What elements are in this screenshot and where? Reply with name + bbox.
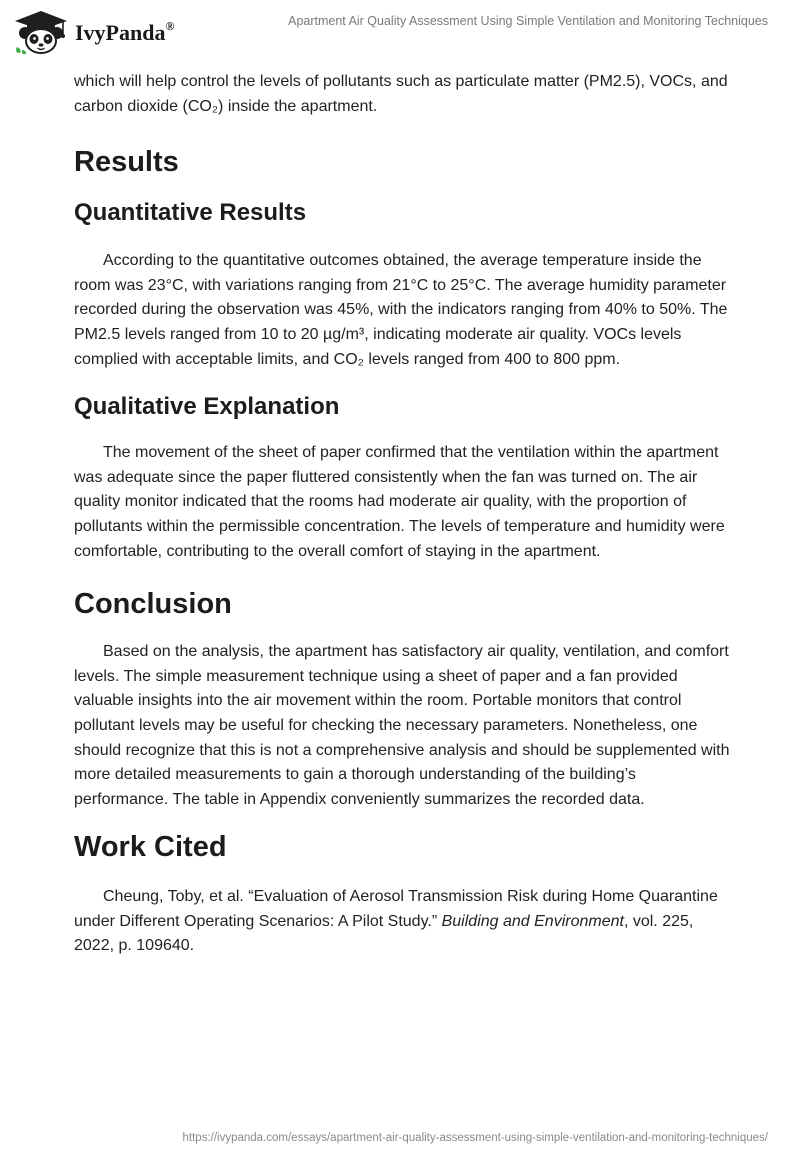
work-cited-heading: Work Cited (74, 831, 227, 864)
citation-authors-title: Cheung, Toby, et al. “Evaluation of Aerosol Transmission Risk during Home Quarantine under Different Operating Scenarios: A Pilot Study.” (74, 888, 718, 930)
conclusion-heading: Conclusion (74, 588, 232, 621)
conclusion-paragraph: Based on the analysis, the apartment has satisfactory air quality, ventilation, and comfort levels. The simple measurement technique using a sheet of paper and a fan provided valuable insights into the air movement within the room. Portable monitors that control pollutant levels may be useful for checking the necessary parameters. Nonetheless, one should recognize that this is not a comprehensive analysis and should be supplemented with more detailed measurements to gain a thorough understanding of the building’s performance. The table in Appendix conveniently summarizes the recorded data. (74, 643, 730, 808)
qualitative-explanation-paragraph: The movement of the sheet of paper confirmed that the ventilation within the apartment was adequate since the paper fluttered consistently when the fan was turned on. The air quality monitor indicated that the rooms had moderate air quality, with the proportion of pollutants within the permissible concentration. The levels of temperature and humidity were comfortable, contributing to the overall comfort of staying in the apartment. (74, 444, 725, 560)
running-title: Apartment Air Quality Assessment Using Simple Ventilation and Monitoring Techniques (288, 14, 768, 28)
results-heading: Results (74, 146, 179, 179)
logo-name: IvyPanda (75, 20, 166, 45)
citation-entry (74, 885, 730, 959)
panda-graduate-logo-icon (13, 9, 69, 55)
qualitative-explanation-heading: Qualitative Explanation (74, 393, 340, 421)
source-url[interactable]: https://ivypanda.com/essays/apartment-air-quality-assessment-using-simple-ventilation-and-monitoring-techniques/ (182, 1132, 768, 1144)
citation-journal: Building and Environment (441, 912, 624, 930)
site-logo[interactable] (13, 9, 174, 55)
intro-continuation: which will help control the levels of pollutants such as particulate matter (PM2.5), VOCs, and carbon dioxide (CO₂) inside the apartment. (74, 73, 728, 115)
document-body (74, 70, 730, 959)
registered-mark: ® (165, 18, 175, 33)
citation-details: , vol. 225, 2022, p. 109640. (74, 912, 694, 955)
quantitative-results-heading: Quantitative Results (74, 199, 307, 227)
logo-wordmark (75, 20, 174, 46)
quantitative-results-paragraph: According to the quantitative outcomes obtained, the average temperature inside the room was 23°C, with variations ranging from 21°C to 25°C. The average humidity parameter recorded during the observation was 45%, with the indicators ranging from 40% to 50%. The PM2.5 levels ranged from 10 to 20 µg/m³, indicating moderate air quality. VOCs levels complied with acceptable limits, and CO₂ levels ranged from 400 to 800 ppm. (74, 252, 728, 368)
